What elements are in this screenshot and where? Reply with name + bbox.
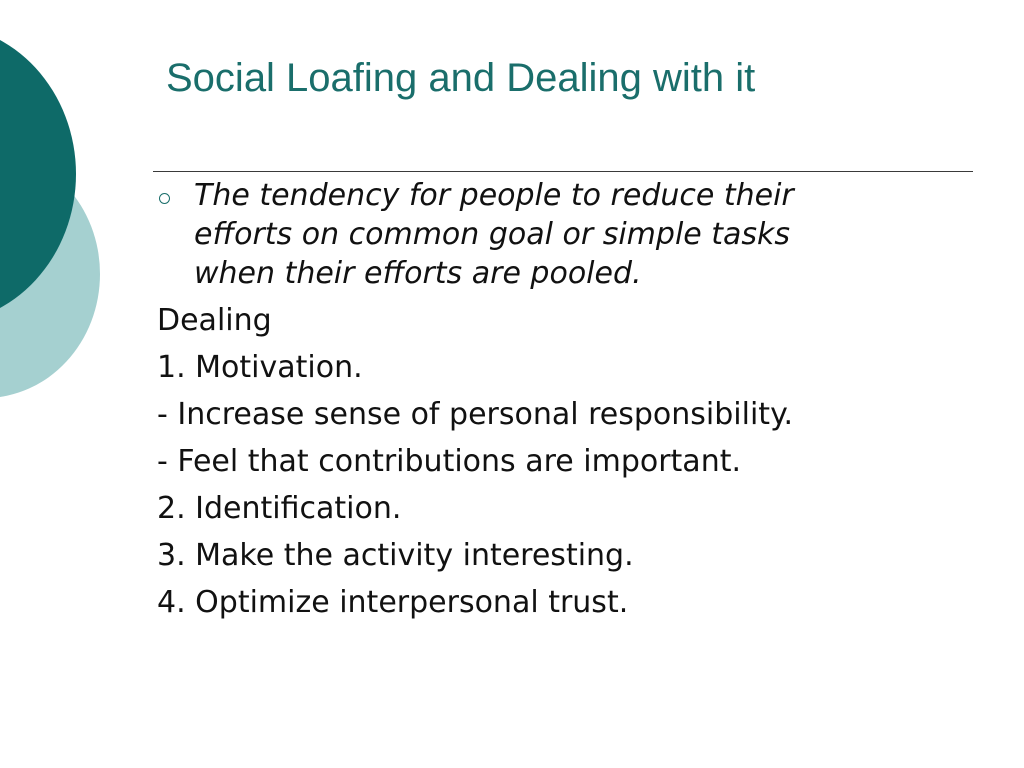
list-item-interesting-activity: 3. Make the activity interesting. (157, 538, 634, 573)
list-subitem-contributions: - Feel that contributions are important. (157, 444, 742, 479)
dealing-heading: Dealing (157, 303, 272, 338)
title-divider (153, 171, 973, 172)
hollow-circle-bullet-icon (159, 193, 170, 204)
definition-bullet (157, 176, 957, 293)
definition-text: The tendency for people to reduce their efforts on common goal or simple tasks when their efforts are pooled. (194, 178, 794, 291)
dealing-list (157, 297, 997, 626)
slide-title: Social Loafing and Dealing with it (166, 56, 756, 100)
list-item-interpersonal-trust: 4. Optimize interpersonal trust. (157, 585, 629, 620)
list-item-motivation: 1. Motivation. (157, 350, 363, 385)
list-item-identification: 2. Identification. (157, 491, 402, 526)
list-subitem-responsibility: - Increase sense of personal responsibility. (157, 397, 794, 432)
